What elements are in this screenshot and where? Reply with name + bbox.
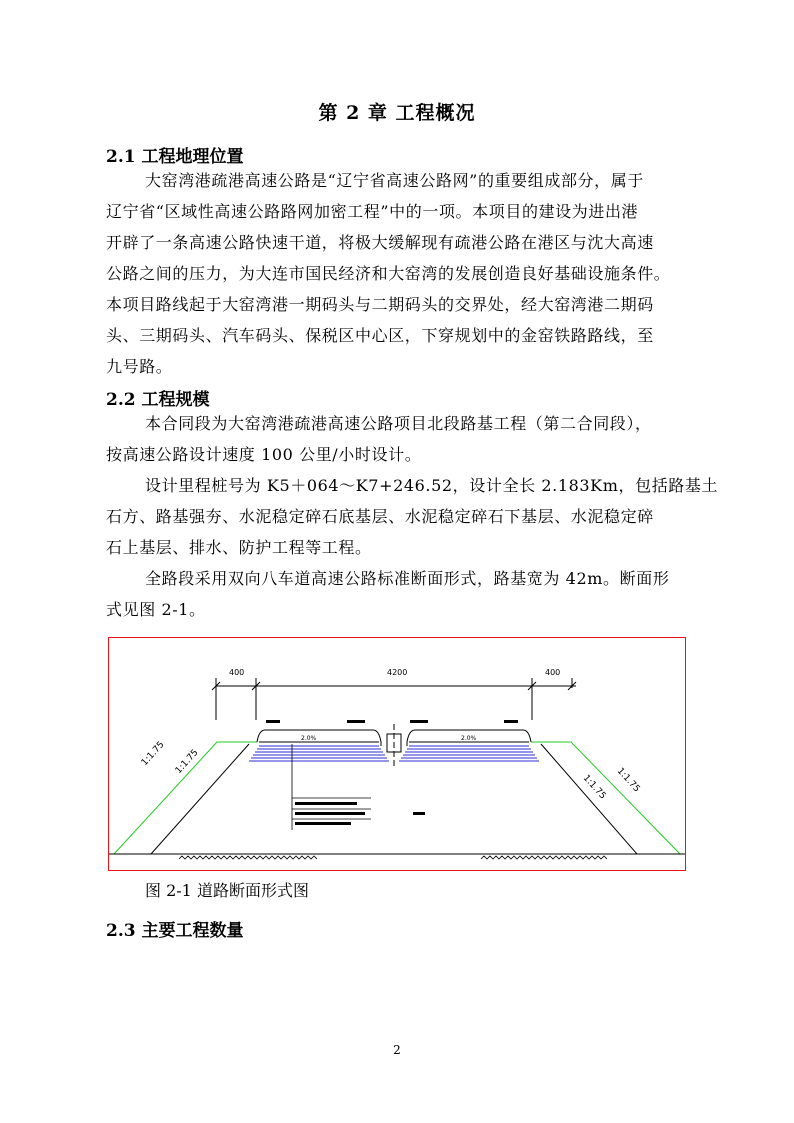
cross-section-drawing: [109, 638, 685, 870]
section-heading-2-1: 2.1 工程地理位置: [106, 147, 244, 167]
chapter-title: 第 2 章 工程概况: [318, 102, 476, 124]
road-cross-section-figure: [108, 637, 686, 871]
paragraph-line: 石上基层、排水、防护工程等工程。: [106, 538, 372, 557]
grade-left-label: 2.0%: [301, 735, 317, 742]
grade-right-label: 2.0%: [461, 735, 477, 742]
slope-inner-left-label: 1:1.75: [173, 747, 201, 777]
dim-left-label: 400: [229, 668, 245, 677]
paragraph-line: 本项目路线起于大窑湾港一期码头与二期码头的交界处，经大窑湾港二期码: [106, 295, 654, 314]
paragraph-line: 大窑湾港疏港高速公路是“辽宁省高速公路网”的重要组成部分，属于: [145, 171, 644, 190]
legend-leader: [292, 744, 371, 830]
slope-outer-left-label: 1:1.75: [139, 739, 167, 769]
lane-marker-labels: [266, 720, 518, 723]
paragraph-line: 公路之间的压力，为大连市国民经济和大窑湾的发展创造良好基础设施条件。: [106, 264, 671, 283]
paragraph-line: 按高速公路设计速度 100 公里/小时设计。: [106, 445, 422, 464]
paragraph-line: 全路段采用双向八车道高速公路标准断面形式，路基宽为 42m。断面形: [145, 569, 670, 588]
paragraph-line: 本合同段为大窑湾港疏港高速公路项目北段路基工程（第二合同段），: [145, 414, 652, 433]
paragraph-line: 设计里程桩号为 K5＋064～K7+246.52，设计全长 2.183Km，包括路基土: [145, 476, 719, 495]
slope-inner-right-label: 1:1.75: [580, 773, 608, 802]
pavement-layers-left: [249, 746, 389, 761]
paragraph-line: 辽宁省“区域性高速公路路网加密工程”中的一项。本项目的建设为进出港: [106, 202, 639, 221]
figure-caption: 图 2-1 道路断面形式图: [145, 881, 309, 900]
paragraph-line: 石方、路基强夯、水泥稳定碎石底基层、水泥稳定碎石下基层、水泥稳定碎: [106, 507, 654, 526]
ground-hatch-right: [481, 856, 607, 859]
legend-text-blocks: [295, 802, 425, 825]
paragraph-line: 式见图 2-1。: [106, 600, 206, 619]
page-number: 2: [393, 1043, 401, 1057]
dimension-lines: [212, 678, 576, 720]
ground-hatch-left: [179, 856, 317, 859]
paragraph-line: 头、三期码头、汽车码头、保税区中心区，下穿规划中的金窑铁路路线，至: [106, 326, 654, 345]
dim-right-label: 400: [545, 668, 561, 677]
section-heading-2-2: 2.2 工程规模: [106, 390, 210, 410]
pavement-layers-right: [399, 746, 539, 761]
paragraph-line: 开辟了一条高速公路快速干道，将极大缓解现有疏港公路在港区与沈大高速: [106, 233, 654, 252]
paragraph-line: 九号路。: [106, 357, 173, 376]
section-heading-2-3: 2.3 主要工程数量: [106, 921, 244, 941]
median-strip: [387, 724, 401, 768]
slope-outer-right-label: 1:1.75: [614, 766, 642, 795]
dim-center-label: 4200: [387, 668, 408, 677]
